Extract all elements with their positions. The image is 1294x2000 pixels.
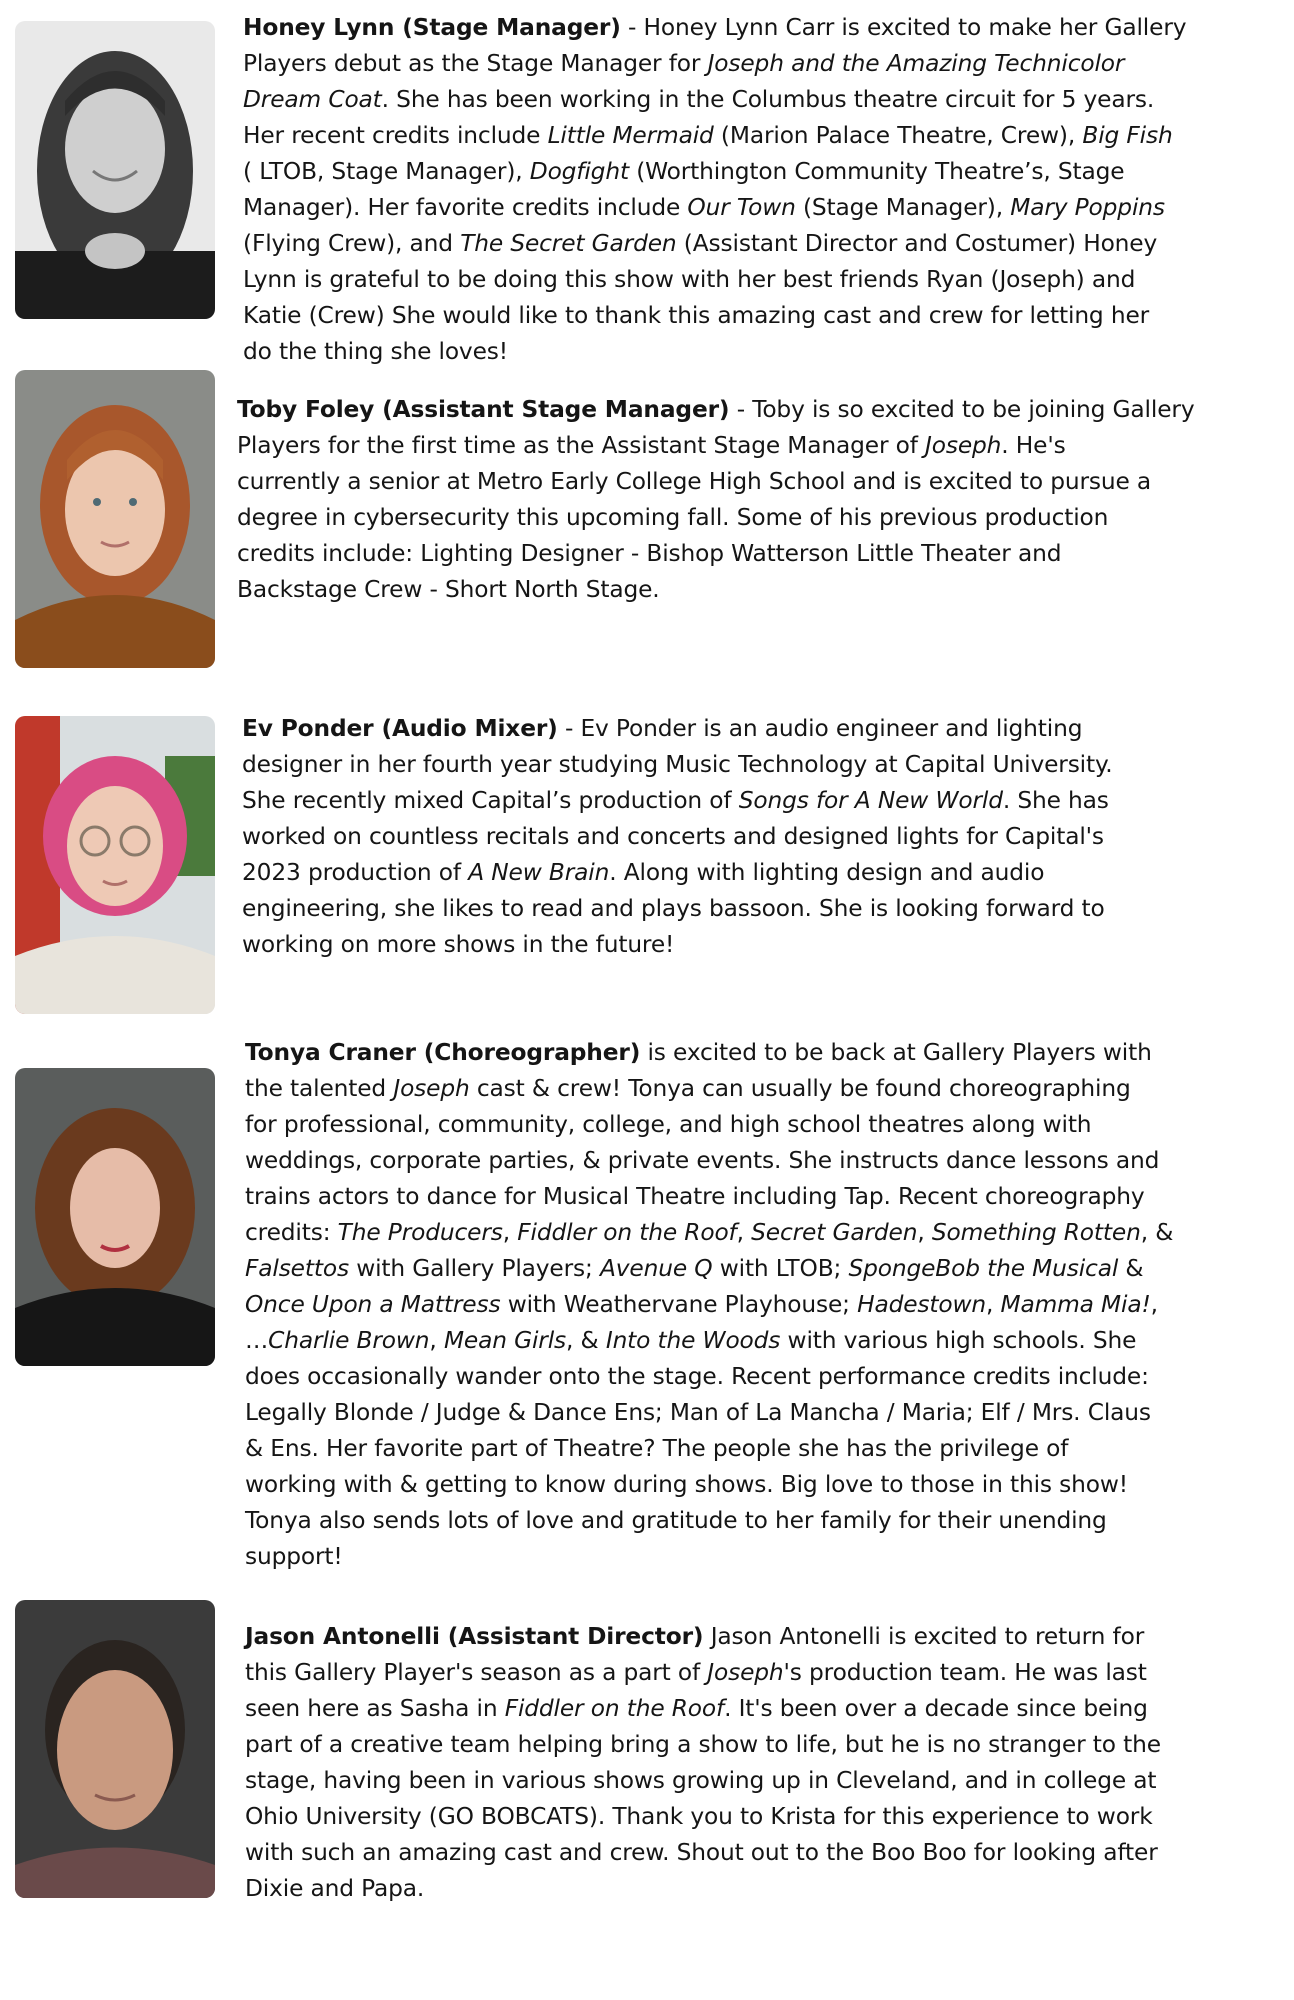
bio-text-run: - Honey Lynn Carr is excited to make her Gallery: [620, 14, 1187, 41]
headshot-photo: [15, 716, 215, 1014]
bio-text: [245, 1035, 1173, 1575]
bio-text-run: credits:: [245, 1219, 338, 1246]
bio-text-run: . Along with lighting design and audio: [609, 859, 1045, 886]
bio-line: [245, 1071, 1173, 1107]
bio-line: [243, 334, 1186, 370]
bio-line: [237, 500, 1194, 536]
bio-line: [245, 1539, 1173, 1575]
bio-text-run: Backstage Crew - Short North Stage.: [237, 576, 660, 603]
bio-text-run: Lynn is grateful to be doing this show with her best friends Ryan (Joseph) and: [243, 266, 1136, 293]
bio-text-run: with various high schools. She: [780, 1327, 1137, 1354]
headshot-photo: [15, 1600, 215, 1898]
bio-italic-title: Charlie Brown: [268, 1327, 430, 1354]
bio-line: [245, 1763, 1161, 1799]
bio-text-run: with such an amazing cast and crew. Shout out to the Boo Boo for looking after: [245, 1839, 1158, 1866]
bio-text: [242, 711, 1113, 963]
bio-text-run: (Stage Manager),: [795, 194, 1011, 221]
bio-line: [242, 819, 1113, 855]
bio-line: [243, 226, 1186, 262]
bio-text-run: support!: [245, 1543, 343, 1570]
bio-text-run: Ohio University (GO BOBCATS). Thank you to Krista for this experience to work: [245, 1803, 1153, 1830]
bio-line: [237, 428, 1194, 464]
bio-text-run: do the thing she loves!: [243, 338, 508, 365]
bio-italic-title: Joseph: [707, 1659, 784, 1686]
bio-italic-title: Songs for A New World: [738, 787, 1003, 814]
bio-italic-title: A New Brain: [468, 859, 610, 886]
bio-text-run: credits include: Lighting Designer - Bishop Watterson Little Theater and: [237, 540, 1062, 567]
headshot-photo: [15, 21, 215, 319]
bio-line: [245, 1799, 1161, 1835]
bio-text-run: Legally Blonde / Judge & Dance Ens; Man of La Mancha / Maria; Elf / Mrs. Claus: [245, 1399, 1151, 1426]
bio-text-run: trains actors to dance for Musical Theatre including Tap. Recent choreography: [245, 1183, 1145, 1210]
bio-italic-title: The Producers: [337, 1219, 503, 1246]
bio-text-run: &: [1118, 1255, 1144, 1282]
bio-text-run: (Assistant Director and Costumer) Honey: [676, 230, 1158, 257]
bio-text-run: Tonya also sends lots of love and gratitude to her family for their unending: [245, 1507, 1107, 1534]
bio-line: [242, 927, 1113, 963]
bio-text-run: ,: [736, 1219, 752, 1246]
bio-italic-title: Something Rotten: [931, 1219, 1141, 1246]
bio-text-run: Dixie and Papa.: [245, 1875, 425, 1902]
bio-italic-title: Hadestown: [857, 1291, 986, 1318]
bio-line: [245, 1323, 1173, 1359]
bio-text-run: ,: [986, 1291, 1001, 1318]
bio-line: [242, 747, 1113, 783]
bio-line: [245, 1359, 1173, 1395]
bio-name-role: Toby Foley (Assistant Stage Manager): [237, 396, 730, 423]
bio-line: [245, 1467, 1173, 1503]
bio-line: [243, 262, 1186, 298]
bio-text-run: with Gallery Players;: [348, 1255, 600, 1282]
bio-text-run: (Flying Crew), and: [243, 230, 461, 257]
bio-italic-title: Into the Woods: [605, 1327, 781, 1354]
bio-text-run: the talented: [245, 1075, 394, 1102]
bio-italic-title: Little Mermaid: [547, 122, 714, 149]
bio-text-run: weddings, corporate parties, & private events. She instructs dance lessons and: [245, 1147, 1160, 1174]
bio-text-run: stage, having been in various shows growing up in Cleveland, and in college at: [245, 1767, 1157, 1794]
bio-text-run: working on more shows in the future!: [242, 931, 675, 958]
bio-line: [245, 1107, 1173, 1143]
bio-italic-title: Dogfight: [529, 158, 629, 185]
bio-line: [245, 1503, 1173, 1539]
headshot-image: [15, 1600, 215, 1898]
bio-line: [237, 572, 1194, 608]
bio-text-run: 's production team. He was last: [783, 1659, 1147, 1686]
bio-line: [242, 891, 1113, 927]
bio-text-run: currently a senior at Metro Early College High School and is excited to pursue a: [237, 468, 1152, 495]
bio-line: [237, 392, 1194, 428]
headshot-photo: [15, 1068, 215, 1366]
bio-text-run: for professional, community, college, and high school theatres along with: [245, 1111, 1092, 1138]
bio-text-run: . It's been over a decade since being: [724, 1695, 1148, 1722]
bio-text-run: this Gallery Player's season as a part of: [245, 1659, 708, 1686]
bio-line: [237, 464, 1194, 500]
bio-text-run: (Worthington Community Theatre’s, Stage: [628, 158, 1125, 185]
bio-text-run: , &: [1140, 1219, 1174, 1246]
bio-line: [245, 1143, 1173, 1179]
bio-line: [245, 1727, 1161, 1763]
bio-text-run: is excited to be back at Gallery Players with: [640, 1039, 1152, 1066]
bio-italic-title: Once Upon a Mattress: [245, 1291, 501, 1318]
bio-line: [243, 82, 1186, 118]
bio-italic-title: Avenue Q: [600, 1255, 713, 1282]
bio-text-run: - Ev Ponder is an audio engineer and lighting: [557, 715, 1083, 742]
bio-italic-title: Fiddler on the Roof: [504, 1695, 725, 1722]
bio-text: [243, 10, 1186, 370]
bio-line: [245, 1655, 1161, 1691]
bio-text-run: Katie (Crew) She would like to thank this amazing cast and crew for letting her: [243, 302, 1150, 329]
bio-italic-title: Falsettos: [245, 1255, 349, 1282]
bio-line: [245, 1287, 1173, 1323]
bio-text: [245, 1619, 1161, 1907]
bio-text-run: . He's: [1001, 432, 1066, 459]
bio-italic-title: Joseph: [925, 432, 1002, 459]
bio-text-run: 2023 production of: [242, 859, 469, 886]
bio-name-role: Jason Antonelli (Assistant Director): [245, 1623, 704, 1650]
bio-text-run: She recently mixed Capital’s production of: [242, 787, 739, 814]
bio-text-run: , &: [566, 1327, 606, 1354]
bio-text-run: seen here as Sasha in: [245, 1695, 505, 1722]
bio-italic-title: Dream Coat: [243, 86, 382, 113]
bio-line: [245, 1251, 1173, 1287]
bio-line: [242, 711, 1113, 747]
bio-name-role: Honey Lynn (Stage Manager): [243, 14, 621, 41]
bio-italic-title: Our Town: [687, 194, 796, 221]
bio-line: [243, 118, 1186, 154]
bio-text-run: Her recent credits include: [243, 122, 548, 149]
headshot-image: [15, 716, 215, 1014]
headshot-image: [15, 370, 215, 668]
bio-name-role: Ev Ponder (Audio Mixer): [242, 715, 558, 742]
bio-text-run: . She has: [1002, 787, 1109, 814]
bio-line: [245, 1691, 1161, 1727]
bio-line: [245, 1395, 1173, 1431]
bio-text-run: with Weathervane Playhouse;: [500, 1291, 858, 1318]
bio-line: [245, 1215, 1173, 1251]
bio-italic-title: The Secret Garden: [460, 230, 677, 257]
bio-italic-title: Fiddler on the Roof: [517, 1219, 737, 1246]
bio-text-run: cast & crew! Tonya can usually be found choreographing: [469, 1075, 1131, 1102]
bio-line: [243, 154, 1186, 190]
bio-line: [243, 298, 1186, 334]
bio-text-run: ,: [917, 1219, 932, 1246]
bio-line: [243, 10, 1186, 46]
bio-italic-title: Mamma Mia!: [1000, 1291, 1151, 1318]
bio-text-run: degree in cybersecurity this upcoming fall. Some of his previous production: [237, 504, 1109, 531]
bio-text-run: worked on countless recitals and concerts and designed lights for Capital's: [242, 823, 1104, 850]
bio-text-run: does occasionally wander onto the stage. Recent performance credits include:: [245, 1363, 1149, 1390]
bio-line: [245, 1835, 1161, 1871]
bio-text-run: engineering, she likes to read and plays bassoon. She is looking forward to: [242, 895, 1105, 922]
bio-text-run: ,: [429, 1327, 444, 1354]
bio-text-run: …: [245, 1327, 269, 1354]
bio-text-run: ,: [502, 1219, 518, 1246]
bio-text-run: part of a creative team helping bring a show to life, but he is no stranger to the: [245, 1731, 1161, 1758]
bio-text-run: & Ens. Her favorite part of Theatre? The people she has the privilege of: [245, 1435, 1069, 1462]
bio-italic-title: SpongeBob the Musical: [848, 1255, 1119, 1282]
bio-italic-title: Big Fish: [1082, 122, 1173, 149]
headshot-image: [15, 21, 215, 319]
headshot-photo: [15, 370, 215, 668]
bio-italic-title: Secret Garden: [751, 1219, 918, 1246]
bio-line: [242, 783, 1113, 819]
bio-text-run: . She has been working in the Columbus theatre circuit for 5 years.: [381, 86, 1155, 113]
bio-text-run: Players debut as the Stage Manager for: [243, 50, 708, 77]
bio-line: [245, 1431, 1173, 1467]
bio-text-run: Jason Antonelli is excited to return for: [703, 1623, 1145, 1650]
bio-italic-title: Joseph: [393, 1075, 470, 1102]
bio-text-run: ( LTOB, Stage Manager),: [243, 158, 530, 185]
bio-text-run: with LTOB;: [712, 1255, 849, 1282]
headshot-image: [15, 1068, 215, 1366]
bio-line: [245, 1619, 1161, 1655]
bio-line: [245, 1871, 1161, 1907]
bio-line: [245, 1179, 1173, 1215]
bio-text: [237, 392, 1194, 608]
bio-line: [243, 46, 1186, 82]
bio-text-run: Manager). Her favorite credits include: [243, 194, 688, 221]
bio-line: [245, 1035, 1173, 1071]
bio-italic-title: Mary Poppins: [1010, 194, 1165, 221]
bio-line: [242, 855, 1113, 891]
bio-text-run: working with & getting to know during shows. Big love to those in this show!: [245, 1471, 1128, 1498]
bio-text-run: - Toby is so excited to be joining Gallery: [729, 396, 1195, 423]
bio-line: [237, 536, 1194, 572]
bio-text-run: ,: [1150, 1291, 1158, 1318]
bio-text-run: Players for the first time as the Assistant Stage Manager of: [237, 432, 926, 459]
bio-text-run: designer in her fourth year studying Music Technology at Capital University.: [242, 751, 1113, 778]
bio-name-role: Tonya Craner (Choreographer): [245, 1039, 641, 1066]
bio-italic-title: Mean Girls: [443, 1327, 567, 1354]
bio-line: [243, 190, 1186, 226]
bio-italic-title: Joseph and the Amazing Technicolor: [707, 50, 1125, 77]
bio-text-run: (Marion Palace Theatre, Crew),: [713, 122, 1083, 149]
